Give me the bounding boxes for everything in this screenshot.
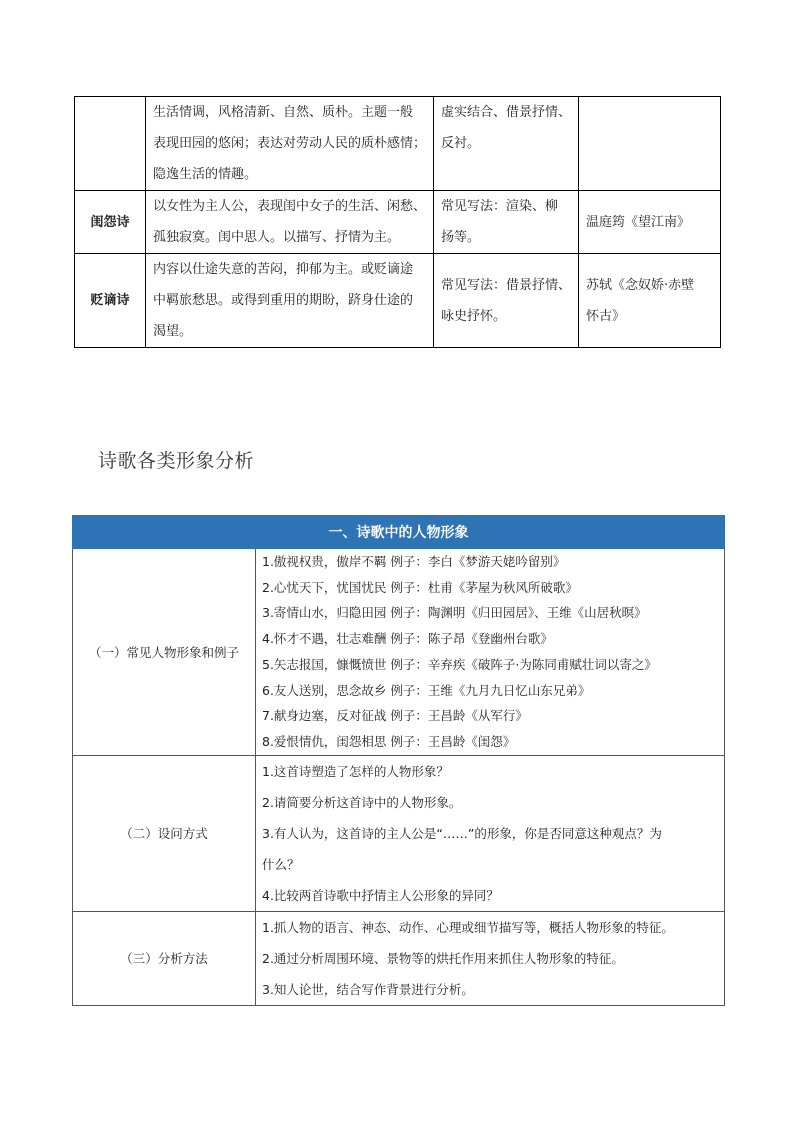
list-item: 4.怀才不遇，壮志难酬 例子：陈子昂《登幽州台歌》 — [262, 631, 553, 647]
table-row — [75, 254, 721, 348]
list-item: 1.抓人物的语言、神态、动作、心理或细节描写等，概括人物形象的特征。 — [262, 919, 674, 935]
example-cell — [579, 254, 721, 348]
content-cell — [146, 97, 434, 191]
example-line: 苏轼《念奴娇·赤壁 — [586, 277, 695, 293]
list-item: 8.爱恨情仇，闺怨相思 例子：王昌龄《闺怨》 — [262, 733, 516, 749]
section-heading: 诗歌各类形象分析 — [98, 450, 255, 472]
character-image-table — [72, 515, 725, 1006]
content-line: 渴望。 — [153, 324, 193, 339]
list-item: 2.心忧天下，忧国忧民 例子：杜甫《茅屋为秋风所破歌》 — [262, 579, 578, 595]
items-cell — [256, 549, 725, 756]
table-row — [75, 97, 721, 191]
content-line: 隐逸生活的情趣。 — [153, 167, 258, 182]
table-row — [73, 549, 725, 756]
poem-type-cell: 闺怨诗 — [75, 191, 146, 254]
content-cell — [146, 191, 434, 254]
technique-cell — [434, 97, 579, 191]
table-header: 一、诗歌中的人物形象 — [73, 516, 725, 549]
list-item: 3.知人论世，结合写作背景进行分析。 — [262, 981, 474, 997]
items-cell — [256, 755, 725, 911]
technique-line: 反衬。 — [441, 136, 481, 151]
content-line: 以女性为主人公，表现闺中女子的生活、闲愁、 — [153, 199, 427, 214]
list-item: 3.寄情山水，归隐田园 例子：陶渊明《归田园居》、王维《山居秋暝》 — [262, 605, 647, 621]
list-item: 2.通过分析周围环境、景物等的烘托作用来抓住人物形象的特征。 — [262, 950, 624, 966]
technique-line: 咏史抒怀。 — [441, 308, 507, 324]
technique-line: 虚实结合、借景抒情、 — [441, 105, 572, 120]
section-label: （二）设问方式 — [73, 755, 256, 911]
poem-type-table — [74, 96, 721, 348]
poem-type-cell — [75, 97, 146, 191]
items-cell — [256, 911, 725, 1005]
section-label: （三）分析方法 — [73, 911, 256, 1005]
list-item: 1.傲视权贵，傲岸不羁 例子：李白《梦游天姥吟留别》 — [262, 554, 566, 569]
list-item: 3.有人认为，这首诗的主人公是“……”的形象，你是否同意这种观点？为 — [262, 825, 662, 841]
list-item: 1.这首诗塑造了怎样的人物形象？ — [262, 763, 449, 779]
content-line: 孤独寂寞。闺中思人。以描写、抒情为主。 — [153, 230, 401, 245]
content-line: 中羁旅愁思。或得到重用的期盼，跻身仕途的 — [153, 293, 414, 308]
technique-line: 扬等。 — [441, 230, 481, 245]
list-item: 6.友人送别，思念故乡 例子：王维《九月九日忆山东兄弟》 — [262, 682, 591, 698]
example-line: 温庭筠《望江南》 — [586, 214, 691, 230]
technique-cell — [434, 254, 579, 348]
content-line: 表现田园的悠闲；表达对劳动人民的质朴感情； — [153, 136, 427, 151]
list-item: 2.请简要分析这首诗中的人物形象。 — [262, 794, 462, 810]
technique-cell — [434, 191, 579, 254]
table-row — [73, 755, 725, 911]
technique-line: 常见写法：借景抒情、 — [441, 277, 572, 293]
content-cell — [146, 254, 434, 348]
table-row — [73, 911, 725, 1005]
content-line: 生活情调，风格清新、自然、质朴。主题一般 — [153, 105, 414, 120]
content-line: 内容以仕途失意的苦闷，抑郁为主。或贬谪途 — [153, 262, 414, 277]
list-item: 4.比较两首诗歌中抒情主人公形象的异同？ — [262, 887, 499, 903]
example-cell — [579, 191, 721, 254]
list-item: 5.矢志报国，慷慨愤世 例子：辛弃疾《破阵子·为陈同甫赋壮词以寄之》 — [262, 656, 657, 672]
poem-type-cell: 贬谪诗 — [75, 254, 146, 348]
list-item: 7.献身边塞，反对征战 例子：王昌龄《从军行》 — [262, 708, 528, 724]
table-header-row — [73, 516, 725, 549]
list-item: 什么？ — [262, 856, 300, 872]
technique-line: 常见写法：渲染、柳 — [441, 199, 559, 214]
section-label: （一）常见人物形象和例子 — [73, 549, 256, 756]
table-row — [75, 191, 721, 254]
example-cell — [579, 97, 721, 191]
example-line: 怀古》 — [586, 308, 626, 324]
